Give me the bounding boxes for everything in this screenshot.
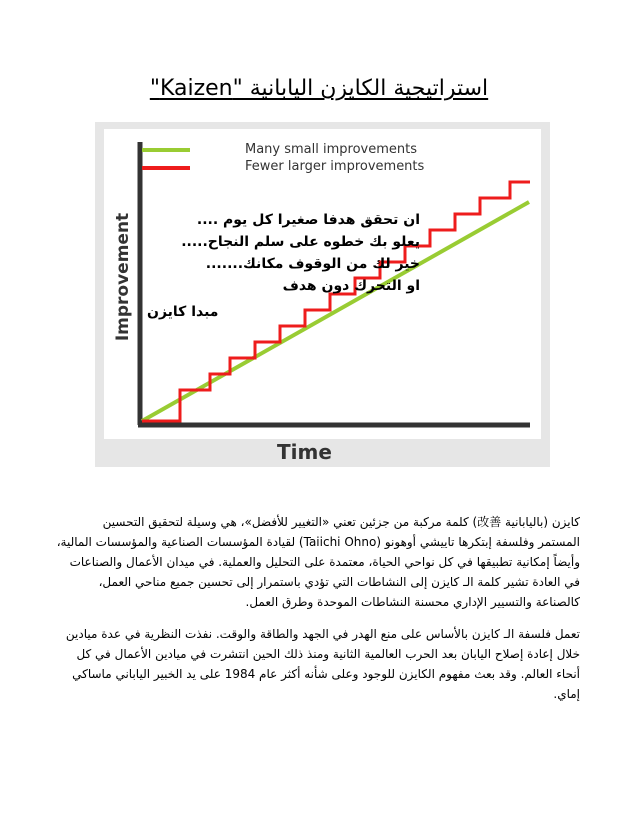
x-axis-label: Time <box>277 440 332 464</box>
paragraph-2 <box>66 624 580 704</box>
y-axis-label: Improvement <box>113 212 133 342</box>
paragraph-line: كايزن (باليابانية 改善) كلمة مركبة من جزئين تعني «التغيير للأفضل»، هي وسيلة لتحقيق التحسين <box>102 515 580 529</box>
kaizen-figure <box>95 122 550 467</box>
quote-line: يعلو بك خطوه على سلم النجاح..... <box>181 234 420 250</box>
quote-line: ان تحقق هدفا صغيرا كل يوم .... <box>196 212 420 228</box>
quote-line: او التحرك دون هدف <box>282 278 420 294</box>
legend-small: Many small improvements <box>245 142 418 157</box>
paragraph-line: وأيضاً إمكانية تطبيقها في كل نواحي الحياة، معتمدة على التحليل والعملية. في ميدان الأعمال والصناعات <box>69 555 580 569</box>
paragraph-1 <box>56 512 580 612</box>
quote-line: خير لك من الوقوف مكانك....... <box>205 256 420 272</box>
page-title: استراتيجية الكايزن اليابانية "Kaizen" <box>149 76 489 101</box>
kaizen-start-label: مبدا كايزن <box>147 304 219 320</box>
quote-block <box>181 209 420 297</box>
paragraph-line: في العادة تشير كلمة الـ كايزن إلى النشاطات التي تؤدي باستمرار إلى تحسين جميع مناحي العمل، <box>98 575 580 589</box>
paragraph-line: خلال إعادة إصلاح اليابان بعد الحرب العالمية الثانية ومنذ ذلك الحين انتشرت في ميادين الأعمال في كل <box>76 647 580 661</box>
paragraph-line: أنحاء العالم. وقد بعث مفهوم الكايزن للوجود وعلى شأنه أكثر عام 1984 على يد الخبير الياباني ماساكي <box>72 667 580 681</box>
paragraph-line: المستمر وفلسفة إبتكرها تاييشي أوهونو (Taiichi Ohno) لقيادة المؤسسات الصناعية والمؤسسات المالية، <box>56 535 580 549</box>
paragraph-line: إماي. <box>553 687 580 701</box>
legend-larger: Fewer larger improvements <box>245 159 425 174</box>
paragraph-line: تعمل فلسفة الـ كايزن بالأساس على منع الهدر في الجهد والطاقة والوقت. نفذت النظرية في عدة ميادين <box>65 627 580 641</box>
paragraph-line: كالصناعة والتسيير الإداري محسنة النشاطات الموحدة وطرق العمل. <box>245 595 580 609</box>
